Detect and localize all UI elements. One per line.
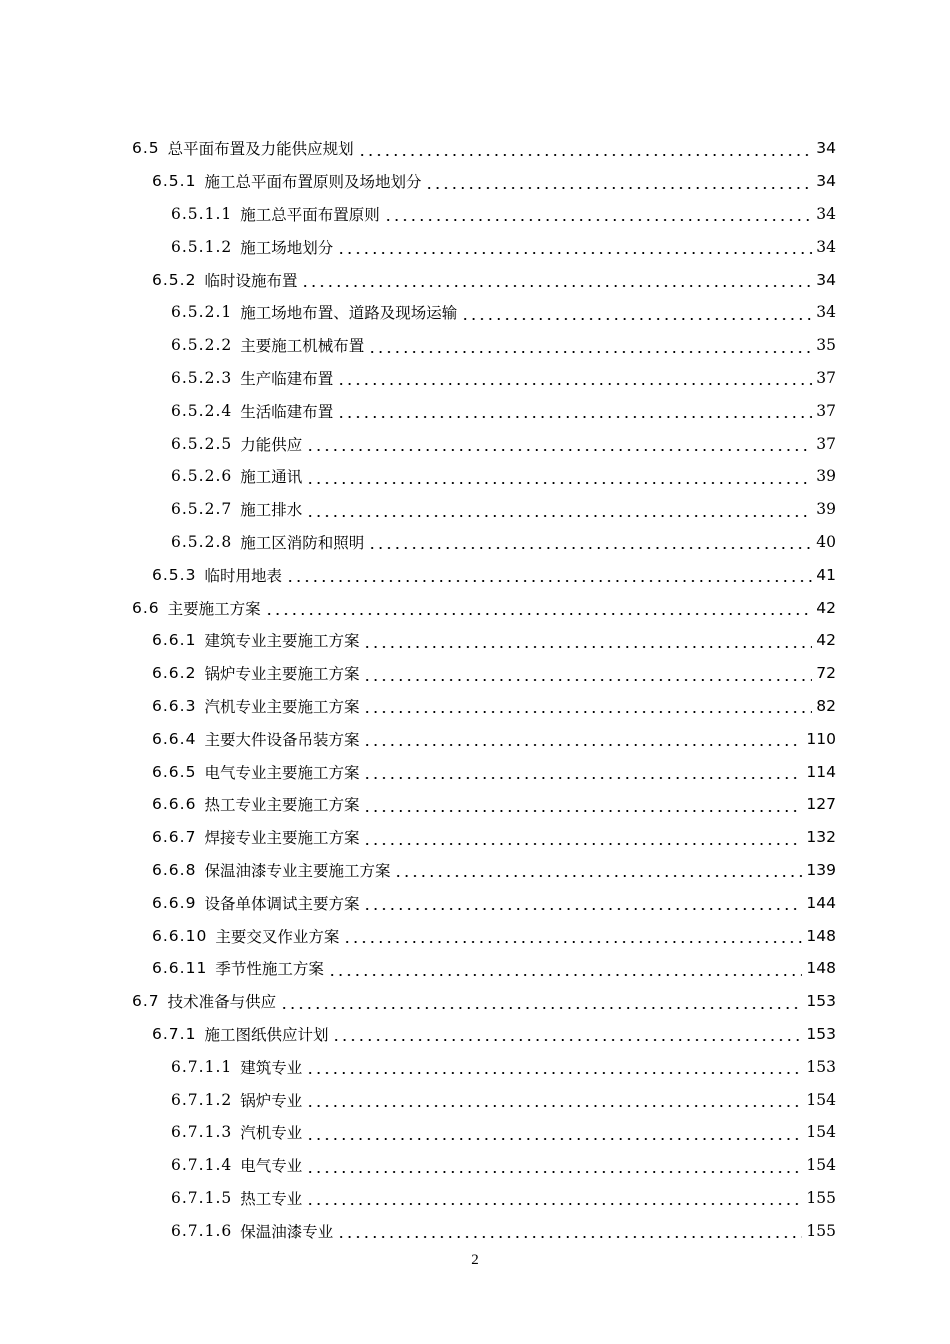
toc-entry-title: 保温油漆专业主要施工方案: [204, 861, 391, 880]
toc-entry-title: 建筑专业主要施工方案: [204, 632, 360, 651]
toc-entry-number: 6.7.1.4: [171, 1156, 233, 1175]
toc-entry-number: 6.7.1.3: [171, 1123, 233, 1142]
toc-entry-page: 35: [816, 336, 836, 355]
toc-entry-title: 主要大件设备吊装方案: [204, 730, 360, 749]
toc-entry-page: 34: [816, 303, 836, 322]
toc-entry[interactable]: [0, 198, 950, 231]
toc-entry-title: 生产临建布置: [240, 369, 334, 388]
toc-entry-page: 144: [806, 893, 836, 912]
dot-leader: [343, 941, 802, 943]
dot-leader: [384, 219, 812, 221]
toc-entry-number: 6.6.10: [152, 926, 208, 945]
dot-leader: [306, 1203, 802, 1205]
toc-entry-page: 40: [816, 532, 836, 551]
toc-entry-page: 154: [806, 1090, 836, 1109]
toc-entry-page: 39: [816, 500, 836, 519]
toc-entry-title: 建筑专业: [240, 1058, 303, 1077]
toc-entry-page: 132: [806, 828, 836, 847]
page-number: 2: [471, 1252, 479, 1268]
dot-leader: [461, 318, 812, 320]
toc-entry[interactable]: [0, 657, 950, 690]
toc-entry-number: 6.6.8: [152, 860, 197, 879]
toc-entry-title: 主要交叉作业方案: [215, 927, 340, 946]
dot-leader: [306, 1171, 802, 1173]
toc-entry-title: 主要施工方案: [167, 599, 261, 618]
dot-leader: [358, 154, 812, 156]
toc-entry-number: 6.5.2.7: [171, 500, 233, 519]
toc-entry-title: 热工专业: [240, 1189, 303, 1208]
toc-entry-number: 6.5.2.6: [171, 467, 233, 486]
toc-entry-title: 锅炉专业: [240, 1091, 303, 1110]
toc-entry[interactable]: [0, 690, 950, 723]
table-of-contents: [0, 132, 950, 1247]
toc-entry-title: 施工区消防和照明: [240, 533, 365, 552]
dot-leader: [306, 1105, 802, 1107]
toc-entry-page: 153: [806, 1057, 836, 1076]
toc-entry-title: 临时用地表: [204, 566, 282, 585]
toc-entry-title: 技术准备与供应: [167, 993, 277, 1012]
dot-leader: [306, 515, 812, 517]
toc-entry-number: 6.5.2.3: [171, 368, 233, 387]
toc-entry-number: 6.5.1.2: [171, 237, 233, 256]
dot-leader: [363, 777, 802, 779]
toc-entry-number: 6.7: [132, 992, 160, 1011]
toc-entry-page: 37: [816, 434, 836, 453]
toc-entry-title: 施工场地划分: [240, 238, 334, 257]
toc-entry[interactable]: [0, 526, 950, 559]
toc-entry-page: 41: [816, 565, 836, 584]
toc-entry-number: 6.6.7: [152, 828, 197, 847]
dot-leader: [363, 679, 812, 681]
toc-entry-number: 6.7.1.2: [171, 1090, 233, 1109]
toc-entry[interactable]: [0, 919, 950, 952]
toc-entry-page: 42: [816, 598, 836, 617]
toc-entry[interactable]: [0, 1182, 950, 1215]
toc-entry[interactable]: [0, 1214, 950, 1247]
toc-entry-page: 114: [806, 762, 836, 781]
toc-entry-page: 110: [806, 729, 836, 748]
toc-entry-number: 6.7.1: [152, 1024, 197, 1043]
toc-entry-number: 6.5: [132, 139, 160, 158]
toc-entry-page: 72: [816, 664, 836, 683]
toc-entry-title: 锅炉专业主要施工方案: [204, 665, 360, 684]
toc-entry-page: 39: [816, 467, 836, 486]
dot-leader: [301, 285, 812, 287]
toc-entry-number: 6.6.5: [152, 762, 197, 781]
toc-entry-page: 148: [806, 959, 836, 978]
toc-entry-title: 电气专业: [240, 1157, 303, 1176]
toc-entry-title: 季节性施工方案: [215, 960, 324, 979]
toc-entry-title: 施工图纸供应计划: [204, 1025, 329, 1044]
toc-entry-number: 6.5.2.2: [171, 336, 233, 355]
toc-entry[interactable]: [0, 460, 950, 493]
toc-entry-title: 施工排水: [240, 501, 303, 520]
toc-entry[interactable]: [0, 493, 950, 526]
toc-entry-title: 施工总平面布置原则及场地划分: [204, 173, 422, 192]
toc-entry[interactable]: [0, 624, 950, 657]
toc-entry-number: 6.5.2.5: [171, 434, 233, 453]
toc-entry-page: 127: [806, 795, 836, 814]
dot-leader: [337, 252, 812, 254]
dot-leader: [306, 449, 812, 451]
toc-entry-page: 153: [806, 1024, 836, 1043]
dot-leader: [363, 843, 802, 845]
toc-entry[interactable]: [0, 362, 950, 395]
toc-entry-page: 148: [806, 926, 836, 945]
toc-entry-page: 34: [816, 172, 836, 191]
toc-entry[interactable]: [0, 1083, 950, 1116]
toc-entry[interactable]: [0, 821, 950, 854]
toc-entry-number: 6.7.1.5: [171, 1188, 233, 1207]
toc-entry-number: 6.6: [132, 598, 160, 617]
toc-entry[interactable]: [0, 394, 950, 427]
dot-leader: [363, 810, 802, 812]
toc-entry-number: 6.5.2.8: [171, 532, 233, 551]
dot-leader: [306, 1072, 802, 1074]
toc-entry-page: 139: [806, 860, 836, 879]
toc-entry-number: 6.6.6: [152, 795, 197, 814]
toc-entry[interactable]: [0, 854, 950, 887]
dot-leader: [394, 875, 802, 877]
toc-entry-page: 155: [806, 1188, 836, 1207]
toc-entry-page: 34: [816, 139, 836, 158]
toc-entry-page: 34: [816, 270, 836, 289]
dot-leader: [328, 974, 803, 976]
toc-entry-number: 6.6.4: [152, 729, 197, 748]
toc-entry[interactable]: [0, 1149, 950, 1182]
toc-entry[interactable]: [0, 591, 950, 624]
toc-entry-number: 6.6.1: [152, 631, 197, 650]
toc-entry-page: 42: [816, 631, 836, 650]
dot-leader: [363, 908, 802, 910]
toc-entry-title: 主要施工机械布置: [240, 337, 365, 356]
toc-entry-title: 汽机专业: [240, 1124, 303, 1143]
dot-leader: [332, 1039, 802, 1041]
toc-entry[interactable]: [0, 1018, 950, 1051]
dot-leader: [337, 416, 812, 418]
toc-entry[interactable]: [0, 230, 950, 263]
toc-entry-page: 34: [816, 204, 836, 223]
toc-entry-page: 34: [816, 237, 836, 256]
toc-entry-title: 焊接专业主要施工方案: [204, 829, 360, 848]
toc-entry-number: 6.5.1: [152, 172, 197, 191]
toc-entry[interactable]: [0, 1116, 950, 1149]
toc-entry-title: 电气专业主要施工方案: [204, 763, 360, 782]
dot-leader: [306, 482, 812, 484]
toc-entry-page: 82: [816, 696, 836, 715]
toc-entry[interactable]: [0, 886, 950, 919]
toc-entry[interactable]: [0, 985, 950, 1018]
dot-leader: [337, 383, 812, 385]
toc-entry[interactable]: [0, 132, 950, 165]
toc-entry-title: 临时设施布置: [204, 271, 298, 290]
toc-entry-number: 6.5.1.1: [171, 204, 233, 223]
toc-entry-page: 37: [816, 368, 836, 387]
toc-entry[interactable]: [0, 952, 950, 985]
dot-leader: [265, 613, 812, 615]
toc-entry-title: 总平面布置及力能供应规划: [167, 140, 354, 159]
toc-entry-title: 施工通讯: [240, 468, 303, 487]
toc-entry-number: 6.5.2.1: [171, 303, 233, 322]
toc-entry-number: 6.5.3: [152, 565, 197, 584]
dot-leader: [337, 1236, 802, 1238]
dot-leader: [425, 187, 812, 189]
toc-entry-number: 6.6.9: [152, 893, 197, 912]
toc-entry[interactable]: [0, 788, 950, 821]
toc-entry[interactable]: [0, 558, 950, 591]
toc-entry-title: 设备单体调试主要方案: [204, 894, 360, 913]
dot-leader: [363, 646, 812, 648]
toc-entry-title: 生活临建布置: [240, 402, 334, 421]
dot-leader: [368, 351, 812, 353]
toc-entry-title: 保温油漆专业: [240, 1222, 334, 1241]
dot-leader: [368, 547, 812, 549]
toc-entry-title: 汽机专业主要施工方案: [204, 697, 360, 716]
toc-entry-page: 155: [806, 1221, 836, 1240]
toc-entry[interactable]: [0, 427, 950, 460]
toc-entry-number: 6.6.11: [152, 959, 208, 978]
toc-entry-title: 力能供应: [240, 435, 303, 454]
toc-entry-number: 6.7.1.1: [171, 1057, 233, 1076]
toc-entry[interactable]: [0, 329, 950, 362]
toc-entry-page: 154: [806, 1156, 836, 1175]
dot-leader: [286, 580, 812, 582]
toc-entry-title: 施工总平面布置原则: [240, 205, 380, 224]
toc-entry[interactable]: [0, 296, 950, 329]
toc-entry-title: 热工专业主要施工方案: [204, 796, 360, 815]
toc-entry-number: 6.5.2: [152, 270, 197, 289]
toc-entry-page: 153: [806, 992, 836, 1011]
toc-entry-number: 6.6.2: [152, 664, 197, 683]
dot-leader: [363, 744, 802, 746]
dot-leader: [280, 1007, 802, 1009]
toc-entry-number: 6.6.3: [152, 696, 197, 715]
dot-leader: [306, 1138, 802, 1140]
toc-entry[interactable]: [0, 165, 950, 198]
toc-entry[interactable]: [0, 755, 950, 788]
dot-leader: [363, 711, 812, 713]
toc-entry-number: 6.7.1.6: [171, 1221, 233, 1240]
toc-entry-number: 6.5.2.4: [171, 401, 233, 420]
toc-entry[interactable]: [0, 722, 950, 755]
toc-entry-page: 37: [816, 401, 836, 420]
toc-entry-title: 施工场地布置、道路及现场运输: [240, 304, 458, 323]
toc-entry-page: 154: [806, 1123, 836, 1142]
toc-entry[interactable]: [0, 263, 950, 296]
toc-entry[interactable]: [0, 1050, 950, 1083]
